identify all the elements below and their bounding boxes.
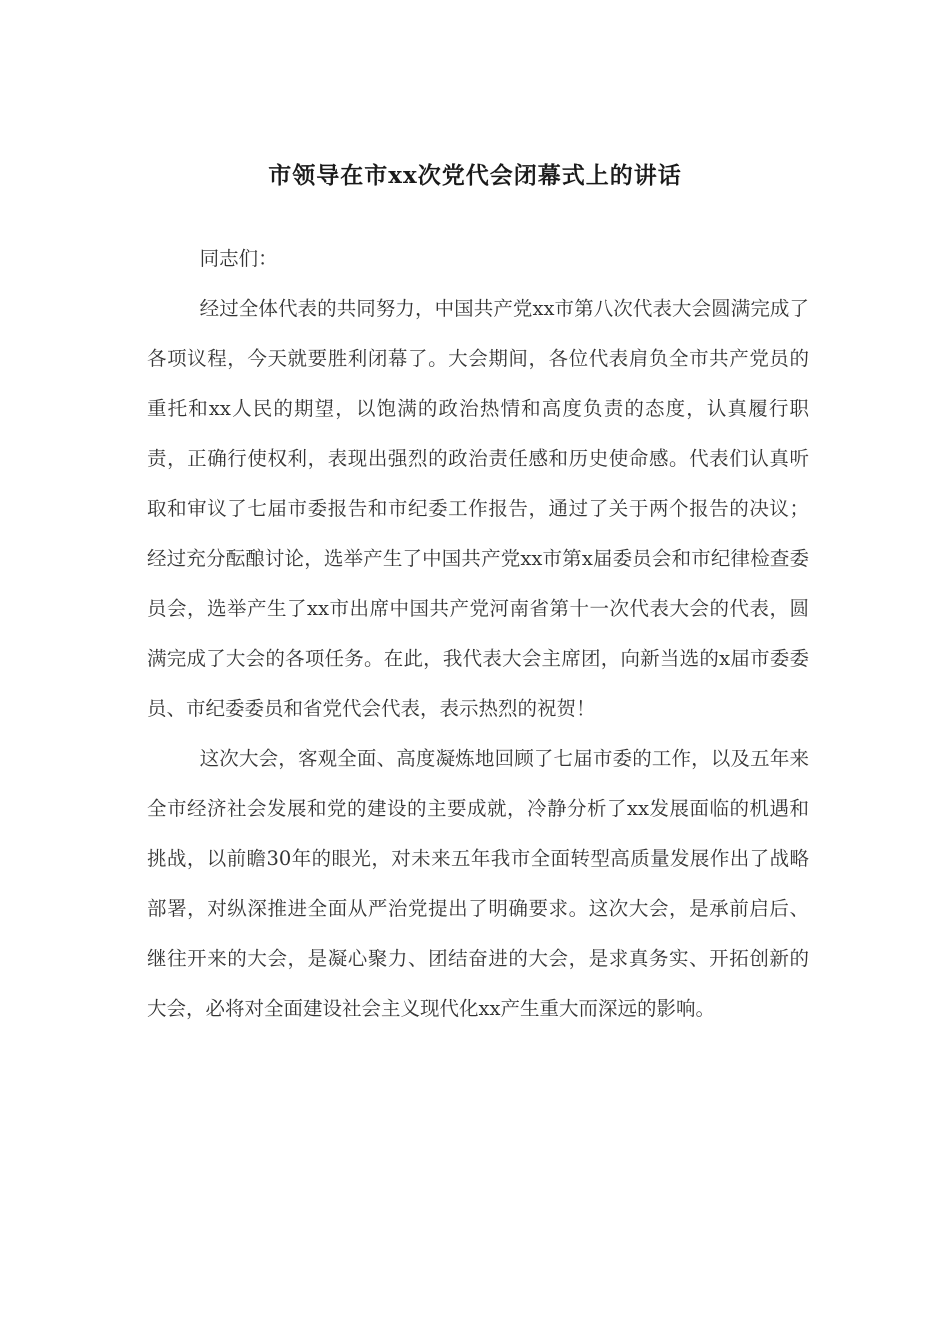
paragraph-2: 这次大会，客观全面、高度凝炼地回顾了七届市委的工作，以及五年来全市经济社会发展和党的建设的主要成就，冷静分析了xx发展面临的机遇和挑战，以前瞻30年的眼光，对未来五年我市全面转型高质量发展作出了战略部署，对纵深推进全面从严治党提出了明确要求。这次大会，是承前启后、继往开来的大会，是凝心聚力、团结奋进的大会，是求真务实、开拓创新的大会，必将对全面建设社会主义现代化xx产生重大而深远的影响。	[147, 747, 809, 1020]
salutation: 同志们：	[199, 247, 278, 270]
paragraph-1: 经过全体代表的共同努力，中国共产党xx市第八次代表大会圆满完成了各项议程，今天就要胜利闭幕了。大会期间，各位代表肩负全市共产党员的重托和xx人民的期望，以饱满的政治热情和高度负责的态度，认真履行职责，正确行使权利，表现出强烈的政治责任感和历史使命感。代表们认真听取和审议了七届市委报告和市纪委工作报告，通过了关于两个报告的决议；经过充分酝酿讨论，选举产生了中国共产党xx市第x届委员会和市纪律检查委员会，选举产生了xx市出席中国共产党河南省第十一次代表大会的代表，圆满完成了大会的各项任务。在此，我代表大会主席团，向新当选的x届市委委员、市纪委委员和省党代会代表，表示热烈的祝贺！	[147, 297, 809, 720]
document-body	[147, 234, 809, 1034]
document-title: 市领导在市xx次党代会闭幕式上的讲话	[268, 162, 682, 189]
